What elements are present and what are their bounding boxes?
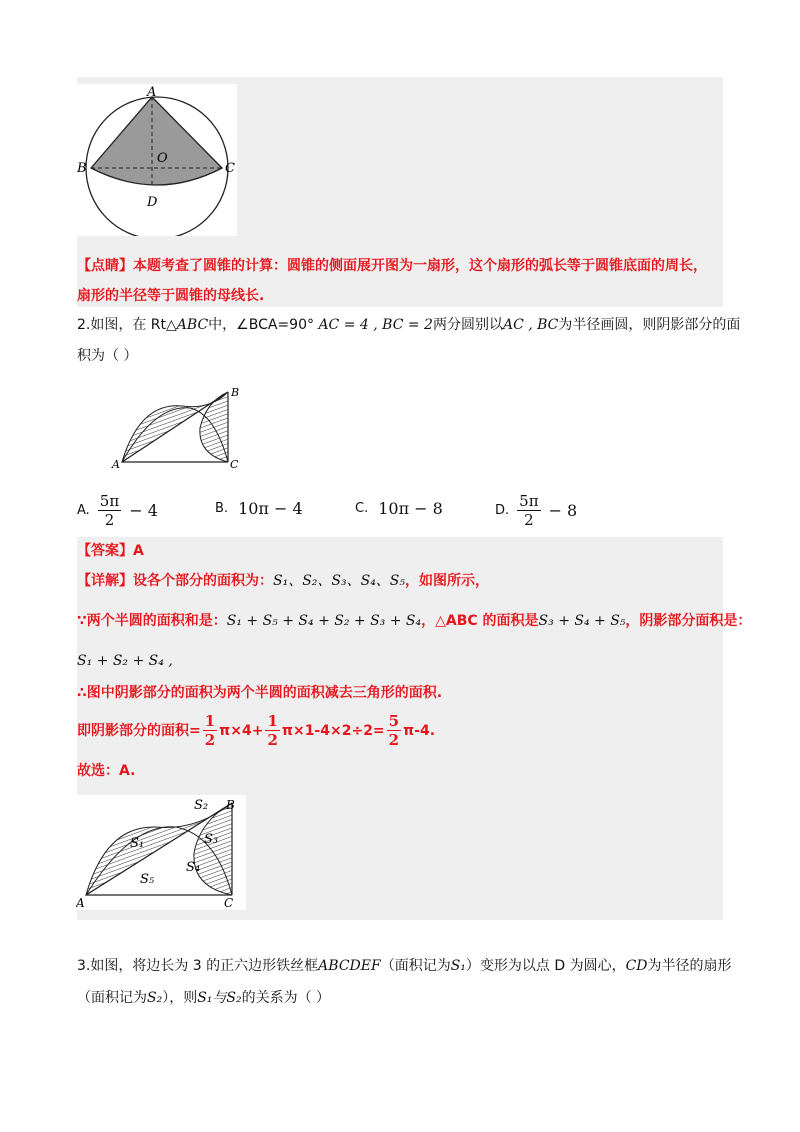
q3-line-1 <box>77 955 732 977</box>
q3-c: ）变形为以点 D 为圆心， <box>465 958 626 974</box>
circle-figure <box>77 84 237 236</box>
answer-figure <box>76 795 246 910</box>
option-d[interactable] <box>495 492 577 529</box>
tip-line-1 <box>77 255 727 277</box>
option-c[interactable] <box>355 499 443 518</box>
q3-d: 为半径的扇形 <box>647 958 732 974</box>
q2-stem-2: 积为（ ） <box>77 348 138 364</box>
answer-label: 【答案】A <box>77 543 144 559</box>
line5-a: 即阴影部分的面积= <box>77 722 201 739</box>
answer-line-6: 故选：A. <box>77 763 136 779</box>
detail-line <box>77 570 489 592</box>
option-d-letter: D. <box>495 503 510 518</box>
q2-radii: AC , BC <box>502 317 559 333</box>
line2-tri: S₃ + S₄ + S₅ <box>538 613 626 629</box>
option-d-rest: − 8 <box>548 501 578 520</box>
line5-d: π-4. <box>403 722 436 739</box>
option-a-rest: − 4 <box>129 501 158 520</box>
tip-text-1: 本题考查了圆锥的计算：圆锥的侧面展开图为一扇形，这个扇形的弧长等于圆锥底面的周长， <box>133 258 707 274</box>
option-b[interactable] <box>215 499 303 518</box>
line5-c: π×1-4×2÷2= <box>281 722 385 739</box>
q3-rel: S₁与S₂ <box>197 990 242 1006</box>
ans-label-S4: S₄ <box>186 860 201 875</box>
option-a-fraction: $\frac{5\pi}{2}$ <box>99 492 120 529</box>
label-A: A <box>147 85 157 100</box>
ans-label-A: A <box>76 896 85 910</box>
q2-condition: AC = 4 , BC = 2 <box>318 317 433 333</box>
q3-f: ），则 <box>162 990 198 1006</box>
q2-stem-line-2 <box>77 345 137 367</box>
detail-label: 【详解】 <box>77 573 133 589</box>
line2-b: ，△ABC 的面积是 <box>421 613 539 629</box>
q2-label-A: A <box>112 458 120 471</box>
line2-a: ∵两个半圆的面积和是： <box>77 613 227 629</box>
detail-vars: S₁、S₂、S₃、S₄、S₅ <box>273 573 406 589</box>
q3-g: 的关系为（ ） <box>241 990 331 1006</box>
q2-label-C: C <box>230 458 239 471</box>
option-b-letter: B. <box>215 501 229 516</box>
frac-1: $\frac{1}{2}$ <box>204 712 216 749</box>
q3-a: 3.如图，将边长为 3 的正六边形铁丝框 <box>77 958 319 974</box>
label-C: C <box>225 161 235 176</box>
q2-triangle: ABC <box>176 317 209 333</box>
tip-line-2 <box>77 285 264 307</box>
q2-stem-a: 2.如图，在 Rt△ <box>77 317 177 333</box>
q2-stem-c: 两分圆别以 <box>432 317 503 333</box>
ans-label-S3: S₃ <box>204 832 219 847</box>
tip-label: 【点睛】 <box>77 258 133 274</box>
line2-c: ，阴影部分面积是： <box>625 613 752 629</box>
label-D: D <box>147 195 158 210</box>
option-a-letter: A. <box>77 503 90 518</box>
answer-line-3: S₁ + S₂ + S₄ , <box>77 653 173 669</box>
ans-label-S5: S₅ <box>140 872 155 887</box>
q3-cd: CD <box>625 958 648 974</box>
q3-s1: S₁ <box>450 958 466 974</box>
line5-b: π×4+ <box>219 722 264 739</box>
frac-2: $\frac{1}{2}$ <box>267 712 278 749</box>
q2-angle: 中，∠BCA=90° <box>208 317 314 333</box>
q2-stem-d: 为半径画圆，则阴影部分的面 <box>558 317 741 333</box>
option-c-letter: C. <box>355 501 369 516</box>
q2-label-B: B <box>231 386 240 399</box>
ans-label-B: B <box>226 798 235 812</box>
q3-line-2 <box>77 987 330 1009</box>
tip-text-2: 扇形的半径等于圆锥的母线长. <box>77 288 265 304</box>
line2-sum: S₁ + S₅ + S₄ + S₂ + S₃ + S₄ <box>226 613 422 629</box>
answer-line-4: ∴图中阴影部分的面积为两个半圆的面积减去三角形的面积. <box>77 685 443 701</box>
detail-text: 设各个部分的面积为： <box>133 573 273 589</box>
ans-label-S1: S₁ <box>130 836 145 851</box>
q3-s2: S₂ <box>147 990 163 1006</box>
option-c-expr: 10π − 8 <box>378 499 443 518</box>
q3-hexagon: ABCDEF <box>318 958 381 974</box>
option-d-fraction: $\frac{5\pi}{2}$ <box>519 492 539 529</box>
q2-figure <box>110 384 250 474</box>
ans-label-C: C <box>224 896 234 910</box>
label-B: B <box>77 161 87 176</box>
option-a[interactable] <box>77 492 158 529</box>
q2-stem-line-1 <box>77 314 740 336</box>
q3-b: （面积记为 <box>380 958 451 974</box>
option-b-expr: 10π − 4 <box>238 499 303 518</box>
q3-e: （面积记为 <box>77 990 147 1006</box>
answer-line-2 <box>77 610 751 632</box>
frac-3: $\frac{5}{2}$ <box>388 712 400 749</box>
detail-end: ，如图所示， <box>405 573 490 589</box>
label-O: O <box>157 151 168 166</box>
answer-line-5 <box>77 712 435 749</box>
ans-label-S2: S₂ <box>194 798 209 813</box>
